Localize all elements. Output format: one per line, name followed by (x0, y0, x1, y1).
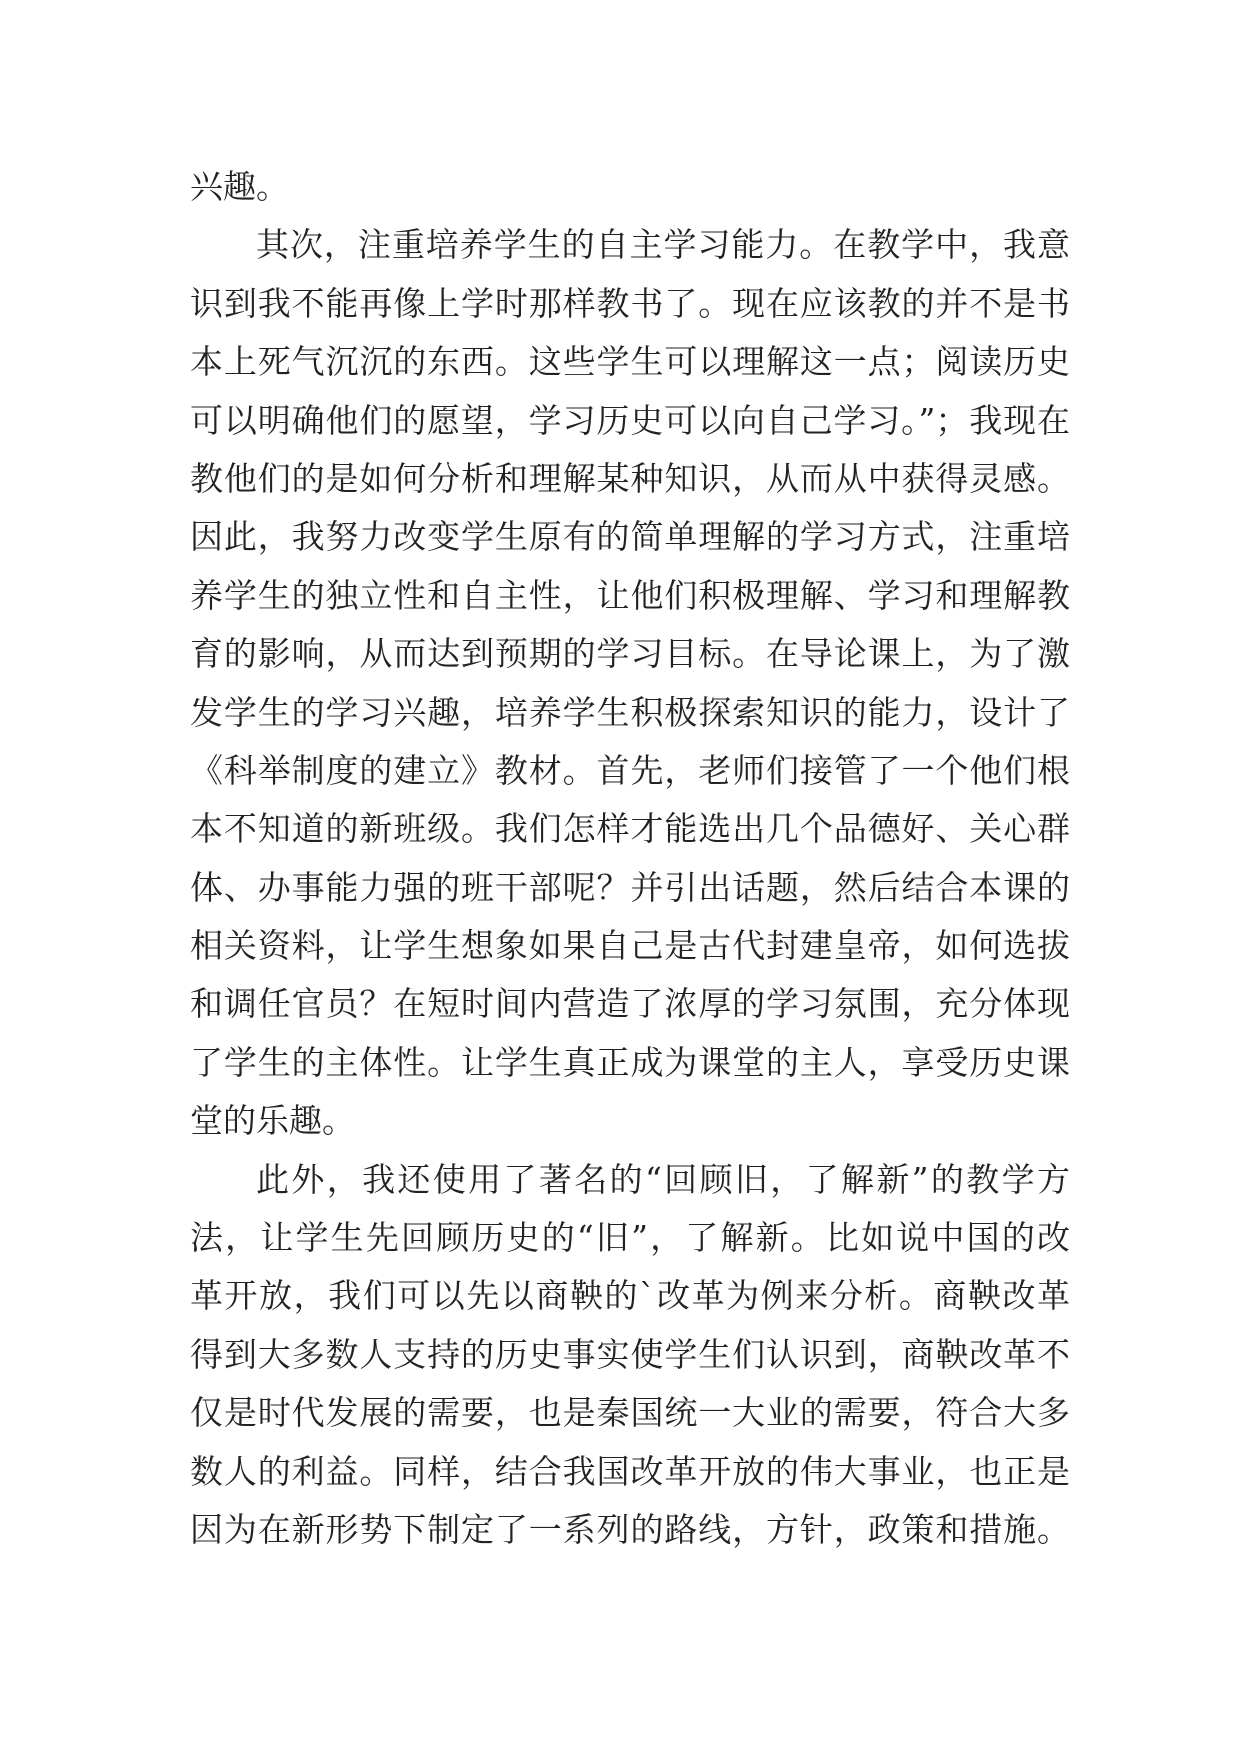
text-line: 识到我不能再像上学时那样教书了。现在应该教的并不是书 (190, 283, 1070, 323)
text-line: 得到大多数人支持的历史事实使学生们认识到，商鞅改革不 (190, 1334, 1070, 1374)
text-line: 仅是时代发展的需要，也是秦国统一大业的需要，符合大多 (190, 1393, 1070, 1433)
text-line: 数人的利益。同样，结合我国改革开放的伟大事业，也正是 (190, 1451, 1070, 1491)
text-line: 相关资料，让学生想象如果自己是古代封建皇帝，如何选拔 (190, 926, 1070, 966)
text-line: 本不知道的新班级。我们怎样才能选出几个品德好、关心群 (190, 809, 1070, 849)
text-line: 兴趣。 (190, 167, 289, 206)
text-line: 革开放，我们可以先以商鞅的`改革为例来分析。商鞅改革 (190, 1276, 1070, 1316)
text-line: 教他们的是如何分析和理解某种知识，从而从中获得灵感。 (190, 458, 1070, 498)
text-line: 养学生的独立性和自主性，让他们积极理解、学习和理解教 (190, 575, 1070, 615)
text-line: 因此，我努力改变学生原有的简单理解的学习方式，注重培 (190, 517, 1070, 557)
text-line: 育的影响，从而达到预期的学习目标。在导论课上，为了激 (190, 634, 1070, 674)
body-text (190, 158, 1070, 1559)
text-line: 体、办事能力强的班干部呢？并引出话题，然后结合本课的 (190, 867, 1070, 907)
text-line: 可以明确他们的愿望，学习历史可以向自己学习。”；我现在 (190, 400, 1070, 440)
text-line: 堂的乐趣。 (190, 1101, 355, 1141)
text-line: 法，让学生先回顾历史的“旧”，了解新。比如说中国的改 (190, 1218, 1070, 1258)
text-line: 其次，注重培养学生的自主学习能力。在教学中，我意 (256, 225, 1070, 265)
text-line: 此外，我还使用了著名的“回顾旧，了解新”的教学方 (256, 1159, 1070, 1199)
text-line: 和调任官员？在短时间内营造了浓厚的学习氛围，充分体现 (190, 984, 1070, 1024)
text-line: 因为在新形势下制定了一系列的路线，方针，政策和措施。 (190, 1509, 1070, 1549)
text-line: 本上死气沉沉的东西。这些学生可以理解这一点；阅读历史 (190, 342, 1070, 382)
text-line: 《科举制度的建立》教材。首先，老师们接管了一个他们根 (190, 750, 1070, 790)
text-line: 发学生的学习兴趣，培养学生积极探索知识的能力，设计了 (190, 692, 1070, 732)
text-line: 了学生的主体性。让学生真正成为课堂的主人，享受历史课 (190, 1042, 1070, 1082)
